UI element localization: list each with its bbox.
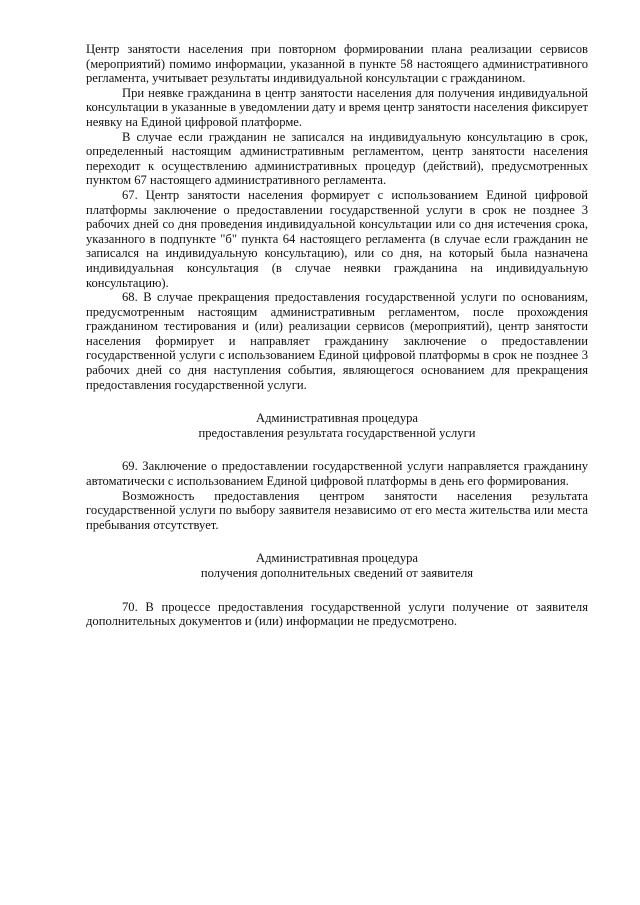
paragraph-item-69: 69. Заключение о предоставлении государственной услуги направляется гражданину автоматически с использованием Единой цифровой платформы в день его формирования. xyxy=(86,459,588,489)
paragraph-not-registered: В случае если гражданин не записался на индивидуальную консультацию в срок, определенный настоящим административным регламентом, центр занятости населения переходит к осуществлению административных процедур (действий), предусмотренных пунктом 67 настоящего административного регламента. xyxy=(86,129,588,188)
paragraph-extraterritorial: Возможность предоставления центром занятости населения результата государственной услуги по выбору заявителя независимо от его места жительства или места пребывания отсутствует. xyxy=(86,488,588,532)
paragraph-no-show: При неявке гражданина в центр занятости населения для получения индивидуальной консультации в указанные в уведомлении дату и время центр занятости населения фиксирует неявку на Единой цифровой платформе. xyxy=(86,85,588,129)
heading-result-line-2: предоставления результата государственной услуги xyxy=(198,425,476,440)
heading-additional-line-2: получения дополнительных сведений от заявителя xyxy=(200,566,474,580)
heading-result-line-1: Административная процедура xyxy=(255,411,419,426)
paragraph-item-68: 68. В случае прекращения предоставления государственной услуги по основаниям, предусмотренным настоящим административным регламентом, после прохождения гражданином тестирования и (или) реализации сервисов (мероприятий), центр занятости населения формирует и направляет гражданину заключение о предоставлении государственной услуги с использованием Единой цифровой платформы в срок не позднее 3 рабочих дней со дня наступления события, являющегося основанием для прекращения предоставления государственной услуги. xyxy=(86,290,588,392)
paragraph-plan-reformation: Центр занятости населения при повторном формировании плана реализации сервисов (мероприятий) помимо информации, указанной в пункте 58 настоящего административного регламента, учитывает результаты индивидуальной консультации с гражданином. xyxy=(86,42,588,86)
section-heading-result xyxy=(86,411,588,440)
paragraph-item-67: 67. Центр занятости населения формирует с использованием Единой цифровой платформы заключение о предоставлении государственной услуги в срок не позднее 3 рабочих дней со дня проведения индивидуальной консультации или со дня истечения срока, указанного в подпункте "б" пункта 64 настоящего регламента (в случае если гражданин не записался на индивидуальную консультацию), или со дня, на который была назначена индивидуальная консультация (в случае неявки гражданина на индивидуальную консультацию). xyxy=(86,187,588,290)
section-heading-additional-info xyxy=(86,551,588,580)
document-page xyxy=(86,42,588,629)
paragraph-item-70: 70. В процессе предоставления государственной услуги получение от заявителя дополнительных документов и (или) информации не предусмотрено. xyxy=(86,599,588,629)
heading-additional-line-1: Административная процедура xyxy=(255,551,419,566)
